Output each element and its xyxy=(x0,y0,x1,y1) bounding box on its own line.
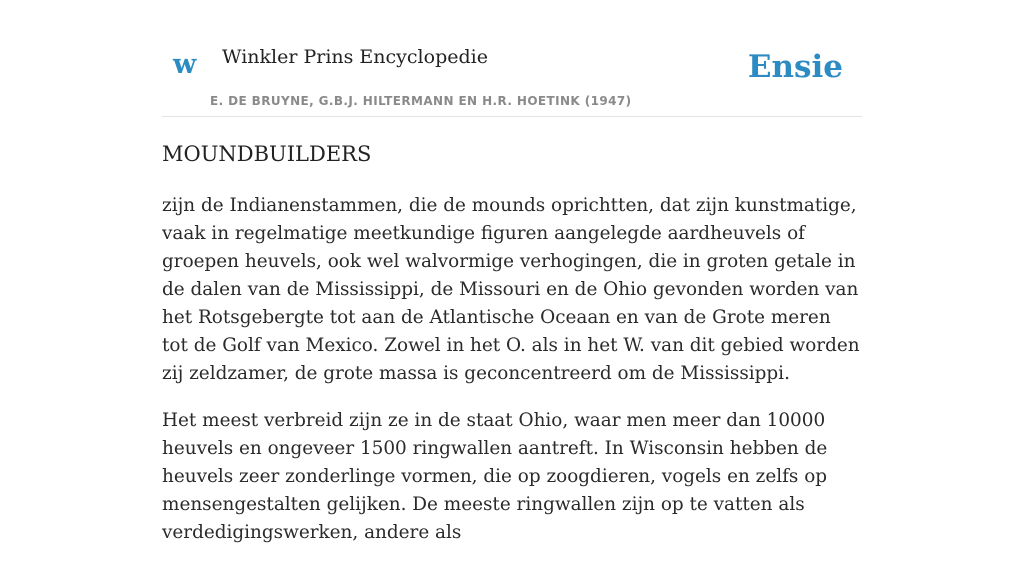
entry-body xyxy=(162,192,862,566)
content-container xyxy=(162,0,862,543)
site-header xyxy=(162,0,862,117)
source-authors: E. DE BRUYNE, G.B.J. HILTERMANN EN H.R. HOETINK (1947) xyxy=(210,94,632,108)
entry-title: MOUNDBUILDERS xyxy=(162,142,372,166)
winkler-prins-logo-icon[interactable]: w xyxy=(173,49,197,80)
entry-paragraph: zijn de Indianenstammen, die de mounds oprichtten, dat zijn kunstmatige, vaak in regelmatige meetkundige figuren aangelegde aardheuvels of groepen heuvels, ook wel walvormige verhogingen, die in groten getale in de dalen van de Mississippi, de Missouri en de Ohio gevonden worden van het Rotsgebergte tot aan de Atlantische Oceaan en van de Grote meren tot de Golf van Mexico. Zowel in het O. als in het W. van dit gebied worden zij zeldzamer, de grote massa is geconcentreerd om de Mississippi. xyxy=(162,195,860,384)
source-title[interactable]: Winkler Prins Encyclopedie xyxy=(222,46,488,68)
entry-paragraph: Het meest verbreid zijn ze in de staat Ohio, waar men meer dan 10000 heuvels en ongeveer 1500 ringwallen aantreft. In Wisconsin hebben de heuvels zeer zonderlinge vormen, die op zoogdieren, vogels en zelfs op mensengestalten gelijken. De meeste ringwallen zijn op te vatten als verdedigingswerken, andere als xyxy=(162,410,828,543)
ensie-logo-link[interactable]: Ensie xyxy=(747,49,843,85)
